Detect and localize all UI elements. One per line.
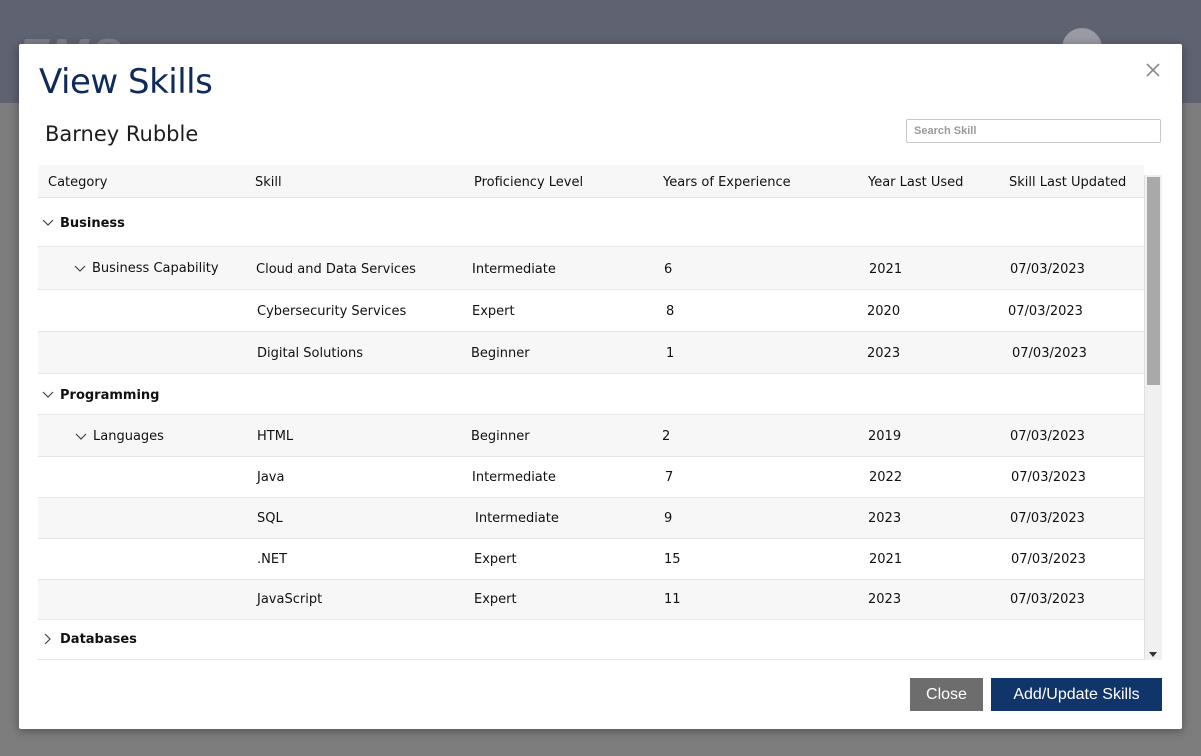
table-row[interactable]: [38, 247, 1144, 290]
year-last-used-cell: 2021: [869, 262, 903, 277]
years-cell: 8: [666, 304, 675, 319]
grid-header: [38, 165, 1144, 198]
skill-cell: JavaScript: [257, 592, 323, 607]
proficiency-cell: Intermediate: [472, 470, 556, 485]
years-cell: 7: [665, 470, 674, 485]
skill-cell: Cybersecurity Services: [257, 304, 407, 319]
table-row[interactable]: [38, 332, 1144, 374]
column-header-year-last-used[interactable]: Year Last Used: [868, 175, 964, 190]
table-row[interactable]: [38, 580, 1144, 620]
last-updated-cell: 07/03/2023: [1011, 470, 1086, 485]
chevron-down-icon[interactable]: [74, 263, 86, 275]
group-row-databases[interactable]: [38, 620, 1144, 660]
years-cell: 1: [666, 346, 675, 361]
close-icon[interactable]: [1143, 60, 1163, 80]
years-cell: 9: [664, 511, 673, 526]
column-header-proficiency[interactable]: Proficiency Level: [474, 175, 584, 190]
year-last-used-cell: 2023: [868, 511, 902, 526]
group-row-programming[interactable]: [38, 374, 1144, 415]
chevron-right-icon[interactable]: [42, 633, 54, 645]
add-update-skills-button[interactable]: Add/Update Skills: [991, 678, 1162, 711]
column-header-skill[interactable]: Skill: [255, 175, 282, 190]
chevron-down-icon[interactable]: [75, 431, 87, 443]
year-last-used-cell: 2020: [867, 304, 901, 319]
group-row-business[interactable]: [38, 198, 1144, 247]
years-cell: 6: [664, 262, 673, 277]
table-row[interactable]: [38, 498, 1144, 539]
proficiency-cell: Intermediate: [472, 262, 556, 277]
skills-grid: [38, 165, 1162, 660]
table-row[interactable]: [38, 539, 1144, 580]
vertical-scrollbar[interactable]: [1144, 175, 1162, 660]
skill-cell: Java: [257, 470, 285, 485]
last-updated-cell: 07/03/2023: [1008, 304, 1083, 319]
proficiency-cell: Expert: [474, 592, 517, 607]
column-header-category[interactable]: Category: [48, 175, 108, 190]
skill-cell: SQL: [257, 511, 283, 526]
close-button[interactable]: Close: [910, 678, 983, 711]
employee-name: Barney Rubble: [45, 122, 199, 146]
proficiency-cell: Expert: [474, 552, 517, 567]
years-cell: 15: [664, 552, 681, 567]
last-updated-cell: 07/03/2023: [1010, 592, 1085, 607]
column-header-last-updated[interactable]: Skill Last Updated: [1009, 175, 1127, 190]
year-last-used-cell: 2019: [868, 429, 902, 444]
group-label: Programming: [60, 388, 160, 403]
subgroup-label: Languages: [93, 429, 164, 444]
scroll-down-arrow-icon[interactable]: [1149, 652, 1157, 657]
proficiency-cell: Beginner: [471, 429, 530, 444]
view-skills-modal: [19, 44, 1182, 729]
proficiency-cell: Intermediate: [475, 511, 559, 526]
skill-cell: Digital Solutions: [257, 346, 364, 361]
scrollbar-thumb[interactable]: [1147, 177, 1160, 385]
last-updated-cell: 07/03/2023: [1010, 262, 1085, 277]
column-header-years[interactable]: Years of Experience: [663, 175, 791, 190]
chevron-down-icon[interactable]: [42, 217, 54, 229]
table-row[interactable]: [38, 415, 1144, 457]
proficiency-cell: Expert: [472, 304, 515, 319]
last-updated-cell: 07/03/2023: [1011, 552, 1086, 567]
year-last-used-cell: 2022: [869, 470, 903, 485]
year-last-used-cell: 2023: [868, 592, 902, 607]
chevron-down-icon[interactable]: [42, 389, 54, 401]
last-updated-cell: 07/03/2023: [1012, 346, 1087, 361]
years-cell: 2: [662, 429, 671, 444]
year-last-used-cell: 2021: [869, 552, 903, 567]
table-row[interactable]: [38, 457, 1144, 498]
skill-cell: Cloud and Data Services: [256, 262, 416, 277]
modal-title: View Skills: [39, 62, 213, 102]
last-updated-cell: 07/03/2023: [1010, 511, 1085, 526]
group-label: Databases: [60, 632, 137, 647]
skill-cell: HTML: [257, 429, 294, 444]
proficiency-cell: Beginner: [471, 346, 530, 361]
table-row[interactable]: [38, 290, 1144, 332]
years-cell: 11: [664, 592, 681, 607]
skill-cell: .NET: [257, 552, 288, 567]
subgroup-label: Business Capability: [92, 261, 219, 276]
group-label: Business: [60, 216, 125, 231]
year-last-used-cell: 2023: [867, 346, 901, 361]
search-skill-input[interactable]: [906, 119, 1161, 143]
last-updated-cell: 07/03/2023: [1010, 429, 1085, 444]
